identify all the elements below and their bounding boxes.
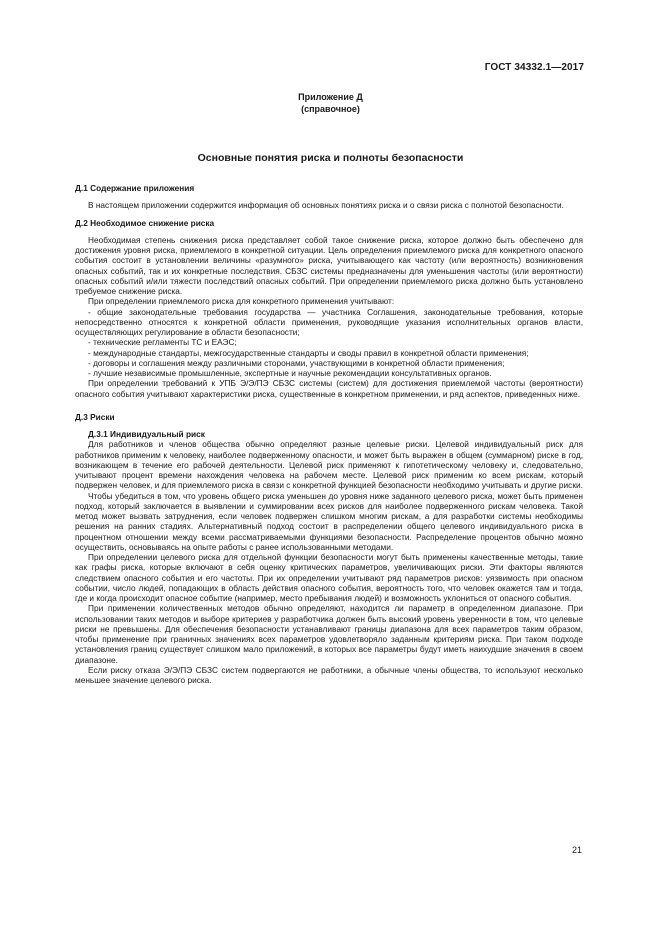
list-item: - лучшие независимые промышленные, экспертные и научные рекомендации консультативных органов.	[88, 368, 492, 378]
section-heading-d2: Д.2 Необходимое снижение риска	[75, 217, 215, 228]
list-item: - общие законодательные требования государства — участника Соглашения, законодательные требования, которые непосредственно относятся к конкретной области применения, руководящие указания исполнительных органов власти, осуществляющих регулирование в области безопасности;	[75, 306, 583, 337]
list-item: - договоры и соглашения между различными сторонами, участвующими в конкретной области применения;	[88, 357, 505, 368]
paragraph: При определении целевого риска для отдельной функции безопасности могут быть применены качественные методы, такие как графы риска, которые включают в себя оценку критических параметров, увеличивающих риски. Эти факторы являются следствием опасного события и его частоты. При их определении учитывают ряд параметров рисков: уязвимость при опасном событии, число людей, попадающих в область действия опасного события, вероятность того, что человек окажется там и тогда, где и когда происходит опасное событие (например, место пребывания людей) и возможность уклониться от опасного события.	[75, 552, 583, 603]
document-body	[75, 183, 583, 685]
paragraph: Необходимая степень снижения риска представляет собой такое снижение риска, которое должно быть обеспечено для достижения уровня риска, приемлемого в конкретной ситуации. Цель определения приемлемого риска для конкретного опасного события состоит в установлении величины «разумного» риска, учитывающего как частоту (или вероятность) возникновения опасных событий, так и их конкретные последствия. СБЗС системы предназначены для уменьшения частоты (или вероятности) опасных событий и/или тяжести последствий опасных событий. При определении приемлемого риска должно быть установлено требуемое снижение риска.	[75, 234, 583, 296]
page-number: 21	[571, 845, 582, 855]
paragraph: При определении приемлемого риска для конкретного применения учитывают:	[88, 296, 395, 307]
paragraph: Если риску отказа Э/Э/ПЭ СБЗС систем подвергаются не работники, а обычные члены общества, то используют несколько меньшее значение целевого риска.	[75, 664, 583, 685]
section-heading-d1: Д.1 Содержание приложения	[75, 183, 195, 193]
paragraph: При применении количественных методов обычно определяют, находится ли параметр в определенном диапазоне. При использовании таких методов и выборе критериев у разработчика должен быть высокий уровень уверенности в том, что целевые риски не превышены. Для обеспечения безопасности устанавливают границы диапазона для всех параметров таким образом, чтобы применение при граничных значениях всех параметров удовлетворяло заданным критериям риска. При таком подходе установления границ существует слишком мало приложений, в которых все параметры будут иметь наихудшие значения в своем диапазоне.	[75, 603, 583, 665]
paragraph: При определении требований к УПБ Э/Э/ПЭ СБЗС системы (систем) для достижения приемлемой частоты (вероятности) опасного события учитывают характеристики риска, существенные в конкретном применении, и ряд аспектов, приведенных ниже.	[75, 378, 583, 399]
paragraph: В настоящем приложении содержится информация об основных понятиях риска и о связи риска с полнотой безопасности.	[88, 200, 564, 211]
annex-title: Приложение Д	[298, 92, 363, 102]
standard-header: ГОСТ 34332.1—2017	[484, 62, 584, 73]
paragraph: Чтобы убедиться в том, что уровень общего риска уменьшен до уровня ниже заданного целевого риска, может быть применен подход, который заключается в выявлении и суммировании всех рисков для наиболее подверженного рискам человека. Такой метод может вызвать затруднения, если человек подвержен слишком многим рискам, а для разработки системы необходимы решения на ранних стадиях. Альтернативный подход состоит в распределении общего целевого индивидуального риска в процентном отношении между всеми рассматриваемыми функциями безопасности. Распределение процентов обычно можно осуществить, основываясь на опыте работы с ранее использованными методами.	[75, 490, 583, 552]
subsection-heading-d31: Д.3.1 Индивидуальный риск	[88, 429, 205, 439]
document-title: Основные понятия риска и полноты безопасности	[197, 152, 464, 164]
section-heading-d3: Д.3 Риски	[75, 411, 115, 422]
paragraph: Для работников и членов общества обычно определяют разные целевые риски. Целевой индивидуальный риск для работников применим к человеку, наиболее подверженному опасности, и может быть выражен в общем (суммарном) риске в год, возникающем в течение его рабочей деятельности. Целевой риск применяют к гипотетическому человеку и, следовательно, учитывают процент времени нахождения человека на рабочем месте. Целевой риск применим ко всем рискам, который подвержен человек, и для приемлемого риска в связи с конкретной функцией безопасности необходимо учитывать и другие риски.	[75, 439, 583, 491]
annex-type: (справочное)	[301, 104, 360, 114]
list-item: - международные стандарты, межгосударственные стандарты и своды правил в конкретной области применения;	[88, 347, 529, 358]
list-item: - технические регламенты ТС и ЕАЭС;	[88, 337, 237, 348]
